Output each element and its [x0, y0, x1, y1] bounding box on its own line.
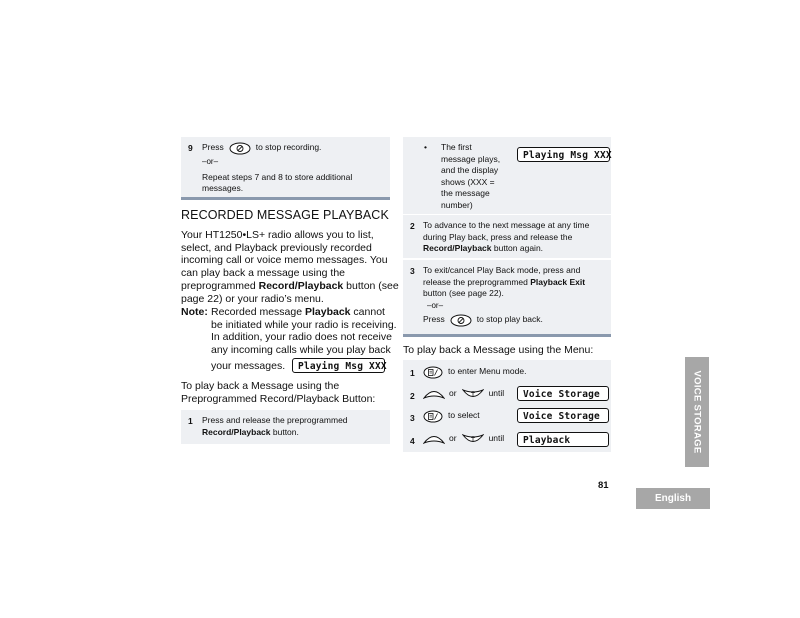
press-line — [423, 313, 585, 327]
menu-step-1 — [423, 365, 526, 379]
stop-button-icon — [450, 314, 472, 327]
heading-line: To play back a Message using the — [181, 380, 340, 392]
menu-step-text: to enter Menu mode. — [448, 366, 527, 377]
or-separator: –or– — [427, 300, 444, 310]
menu-step-3 — [423, 409, 480, 423]
or-text: or — [449, 388, 457, 399]
or-text: or — [449, 433, 457, 444]
bullet-mark: • — [424, 142, 427, 152]
scroll-down-icon — [462, 388, 484, 400]
lcd-display: Voice Storage — [517, 408, 609, 423]
bullet-line: the message — [441, 188, 490, 198]
bullet-text — [441, 142, 500, 211]
step-2-text — [423, 220, 589, 255]
step-number: 4 — [410, 436, 415, 446]
note-line: your messages. — [211, 359, 286, 372]
intro-paragraph — [181, 229, 399, 305]
note-line: any incoming calls while you play back — [211, 344, 391, 357]
button-method-heading — [181, 380, 375, 405]
step-line: Record/Playback button. — [202, 426, 299, 437]
side-tab-label: VOICE STORAGE — [691, 370, 703, 454]
step-1-text — [202, 415, 348, 438]
step-line: To advance to the next message at any time — [423, 220, 590, 230]
step-line: Record/Playback button again. — [423, 243, 544, 253]
intro-line: can play back a message using the — [181, 267, 346, 280]
press-text: Press — [423, 314, 445, 325]
step-line: Press and release the preprogrammed — [202, 415, 348, 425]
menu-step-4 — [423, 432, 504, 446]
step-9-after: to stop recording. — [255, 142, 322, 153]
bullet-line: and the display — [441, 165, 499, 175]
step-3-after: to stop play back. — [476, 314, 543, 325]
bullet-line: The first — [441, 142, 472, 152]
lcd-display: Playing Msg XXX — [292, 358, 385, 373]
page-number: 81 — [598, 480, 609, 491]
menu-step-2 — [423, 387, 504, 401]
intro-line: select, and Playback previously recorded — [181, 241, 372, 254]
step-9-text — [202, 141, 387, 195]
step-line: release the preprogrammed Playback Exit — [423, 276, 586, 287]
stop-button-icon — [229, 142, 251, 155]
note-label: Note: — [181, 306, 208, 318]
until-text: until — [488, 388, 505, 399]
step-3-text — [423, 265, 585, 327]
section-heading: RECORDED MESSAGE PLAYBACK — [181, 208, 389, 222]
lcd-display: Voice Storage — [517, 386, 609, 401]
repeat-line-2: messages. — [202, 183, 244, 193]
lcd-display: Playback — [517, 432, 609, 447]
or-separator: –or– — [202, 157, 219, 166]
step-number: 2 — [410, 221, 415, 231]
menu-select-button-icon — [423, 410, 443, 423]
repeat-line-1: Repeat steps 7 and 8 to store additional — [202, 171, 353, 182]
lcd-display: Playing Msg XXX — [517, 147, 610, 162]
section-side-tab — [685, 357, 709, 467]
heading-line: Preprogrammed Record/Playback Button: — [181, 392, 376, 405]
menu-method-heading: To play back a Message using the Menu: — [403, 344, 594, 356]
intro-line: page 22) or your radio’s menu. — [181, 292, 324, 305]
step-number: 3 — [410, 413, 415, 423]
bullet-line: shows (XXX = — [441, 176, 495, 187]
scroll-up-icon — [423, 388, 445, 400]
step-number: 1 — [188, 416, 193, 426]
bullet-line: message plays, — [441, 153, 501, 164]
scroll-up-icon — [423, 433, 445, 445]
step-number: 1 — [410, 368, 415, 378]
step-line: during Play back, press and release the — [423, 231, 573, 242]
step-line: button (see page 22). — [423, 288, 504, 298]
step-number: 2 — [410, 391, 415, 401]
note-line: In addition, your radio does not receive — [211, 331, 392, 344]
menu-step-text: to select — [448, 410, 480, 421]
menu-select-button-icon — [423, 366, 443, 379]
step-line: To exit/cancel Play Back mode, press and — [423, 265, 581, 275]
until-text: until — [488, 433, 505, 444]
scroll-down-icon — [462, 433, 484, 445]
intro-line: incoming call or voice memo messages. You — [181, 254, 388, 267]
language-tab: English — [636, 488, 710, 509]
section-rule — [181, 197, 390, 200]
intro-line: Your HT1250•LS+ radio allows you to list, — [181, 229, 374, 241]
step-number: 3 — [410, 266, 415, 276]
note-line: be initiated while your radio is receiving. — [211, 318, 397, 331]
intro-line: preprogrammed Record/Playback button (see — [181, 279, 399, 292]
section-rule — [403, 334, 611, 337]
press-text: Press — [202, 142, 224, 153]
note-line: Recorded message Playback cannot — [211, 306, 385, 318]
bullet-line: number) — [441, 199, 473, 210]
step-number: 9 — [188, 143, 193, 153]
